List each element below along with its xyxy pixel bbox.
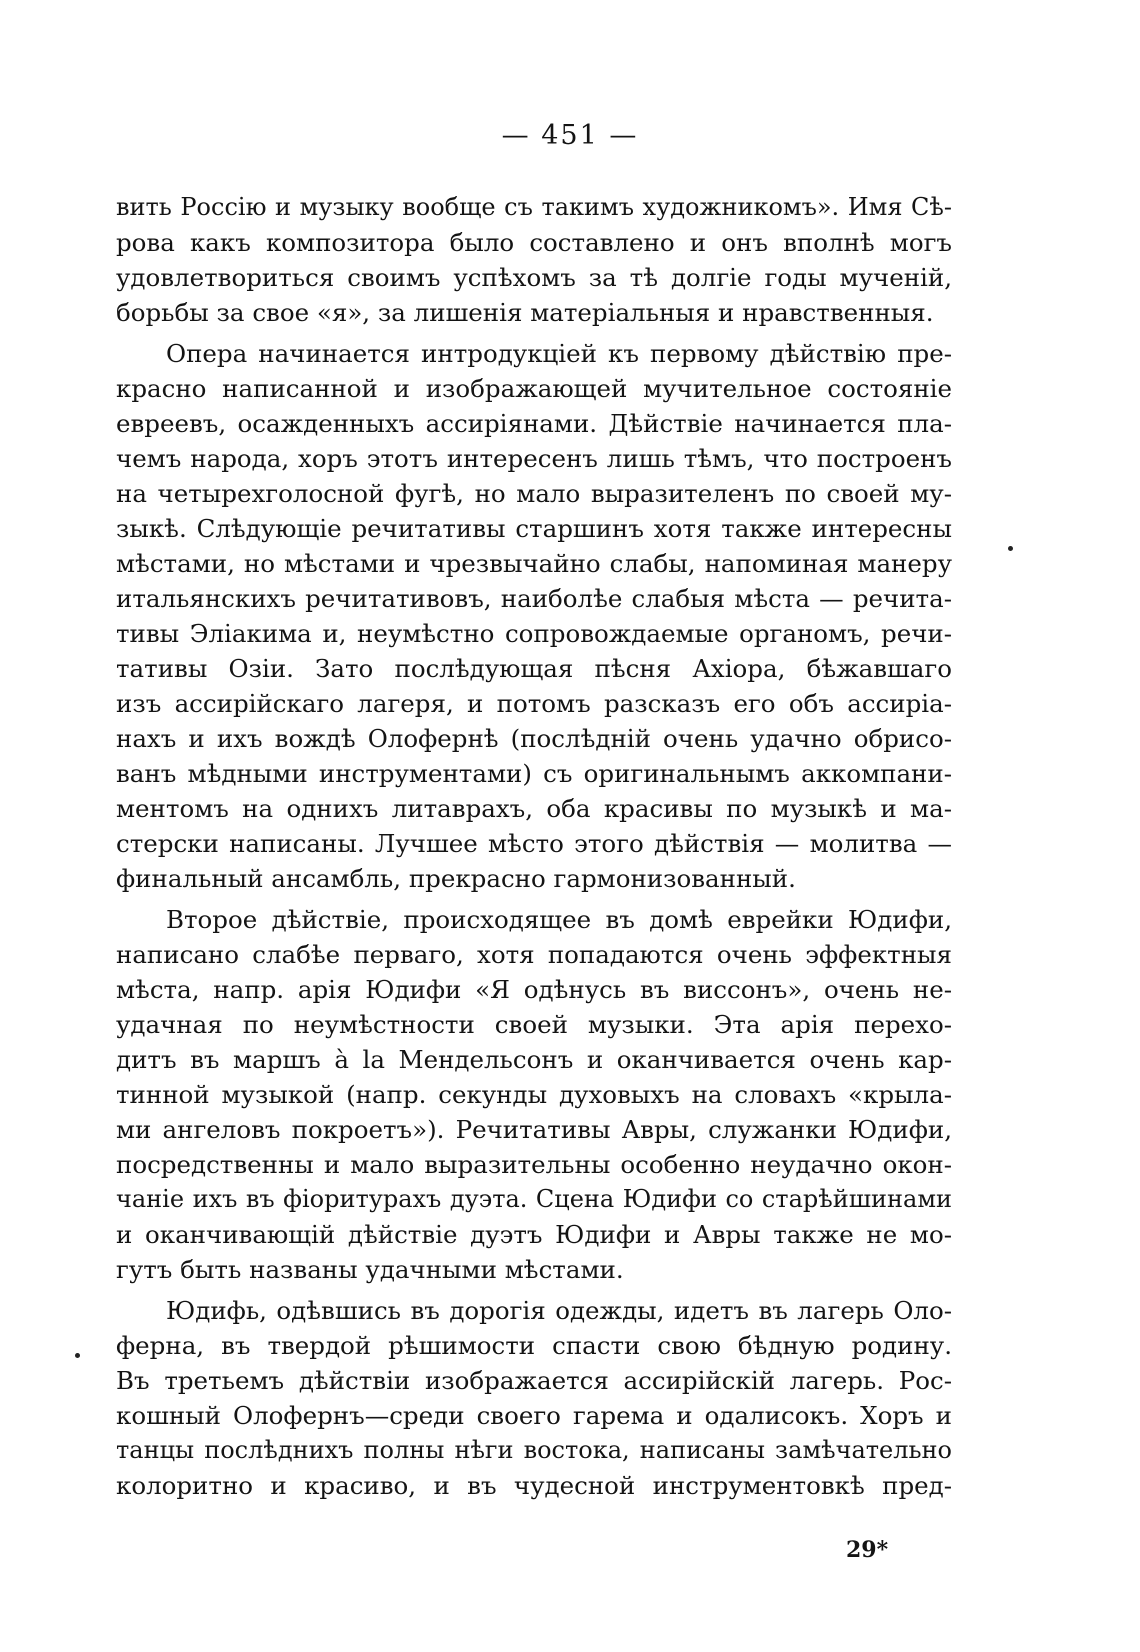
text-line: посредственны и мало выразительны особенно неудачно окон-	[116, 1150, 952, 1179]
body-text	[116, 190, 952, 1503]
text-line: вить Россію и музыку вообще съ такимъ художникомъ». Имя Сѣ-	[116, 193, 952, 221]
text-line: Юдифь, одѣвшись въ дорогія одежды, идетъ въ лагерь Оло-	[166, 1296, 952, 1325]
text-line: написано слабѣе перваго, хотя попадаются очень эффектныя	[116, 940, 952, 969]
text-line: колоритно и красиво, и въ чудесной инструментовкѣ пред-	[116, 1471, 952, 1500]
text-line: танцы послѣднихъ полны нѣги востока, написаны замѣчательно	[116, 1436, 952, 1464]
text-line: итальянскихъ речитативовъ, наиболѣе слабыя мѣста — речита-	[116, 584, 952, 613]
text-line: и оканчивающій дѣйствіе дуэтъ Юдифи и Авры также не мо-	[116, 1220, 952, 1249]
text-line: Въ третьемъ дѣйствіи изображается ассирійскій лагерь. Рос-	[116, 1366, 952, 1395]
text-line: Опера начинается интродукціей къ первому дѣйствію пре-	[166, 339, 952, 368]
text-line: кошный Олофернъ—среди своего гарема и одалисокъ. Хоръ и	[116, 1401, 952, 1430]
text-line: дитъ въ маршъ à la Мендельсонъ и оканчивается очень кар-	[116, 1045, 952, 1074]
paragraph	[116, 902, 952, 1287]
text-line: Второе дѣйствіе, происходящее въ домѣ еврейки Юдифи,	[166, 905, 952, 934]
text-line: изъ ассирійскаго лагеря, и потомъ разсказъ его объ ассиріа-	[116, 689, 952, 718]
text-line: мѣстами, но мѣстами и чрезвычайно слабы, напоминая манеру	[116, 549, 952, 578]
signature-mark: 29*	[846, 1537, 889, 1563]
text-line: мѣста, напр. арія Юдифи «Я одѣнусь въ виссонъ», очень не-	[116, 975, 952, 1004]
ink-speck	[75, 1353, 80, 1358]
text-line: чаніе ихъ въ фіоритурахъ дуэта. Сцена Юдифи со старѣйшинами	[116, 1185, 952, 1213]
text-line: финальный ансамбль, прекрасно гармонизованный.	[116, 864, 796, 893]
paragraph	[116, 190, 952, 330]
text-line: чемъ народа, хоръ этотъ интересенъ лишь тѣмъ, что построенъ	[116, 444, 952, 473]
text-line: красно написанной и изображающей мучительное состояніе	[116, 374, 952, 403]
text-line: ми ангеловъ покроетъ»). Речитативы Авры, служанки Юдифи,	[116, 1115, 952, 1144]
text-line: тативы Озіи. Зато послѣдующая пѣсня Ахіора, бѣжавшаго	[116, 654, 952, 683]
text-line: удачная по неумѣстности своей музыки. Эта арія перехо-	[116, 1010, 952, 1039]
text-line: ванъ мѣдными инструментами) съ оригинальнымъ аккомпани-	[116, 759, 952, 788]
text-line: тинной музыкой (напр. секунды духовыхъ на словахъ «крыла-	[116, 1080, 952, 1109]
text-line: борьбы за свое «я», за лишенія матеріальныя и нравственныя.	[116, 298, 934, 327]
text-line: евреевъ, осажденныхъ ассиріянами. Дѣйствіе начинается пла-	[116, 409, 952, 438]
text-line: рова какъ композитора было составлено и онъ вполнѣ могъ	[116, 228, 952, 257]
text-line: зыкѣ. Слѣдующіе речитативы старшинъ хотя также интересны	[116, 514, 952, 543]
text-line: удовлетвориться своимъ успѣхомъ за тѣ долгіе годы мученій,	[116, 263, 952, 292]
paragraph	[116, 336, 952, 896]
text-line: на четырехголосной фугѣ, но мало выразителенъ по своей му-	[116, 479, 952, 508]
ink-speck	[1008, 546, 1013, 551]
text-line: нахъ и ихъ вождѣ Олофернѣ (послѣдній очень удачно обрисо-	[116, 724, 952, 753]
text-line: ферна, въ твердой рѣшимости спасти свою бѣдную родину.	[116, 1331, 952, 1360]
text-line: гутъ быть названы удачными мѣстами.	[116, 1255, 624, 1284]
paragraph	[116, 1293, 952, 1503]
text-line: ментомъ на однихъ литаврахъ, оба красивы по музыкѣ и ма-	[116, 794, 952, 823]
text-line: стерски написаны. Лучшее мѣсто этого дѣйствія — молитва —	[116, 829, 952, 858]
page-number: — 451 —	[501, 120, 639, 151]
text-line: тивы Эліакима и, неумѣстно сопровождаемые органомъ, речи-	[116, 619, 952, 648]
